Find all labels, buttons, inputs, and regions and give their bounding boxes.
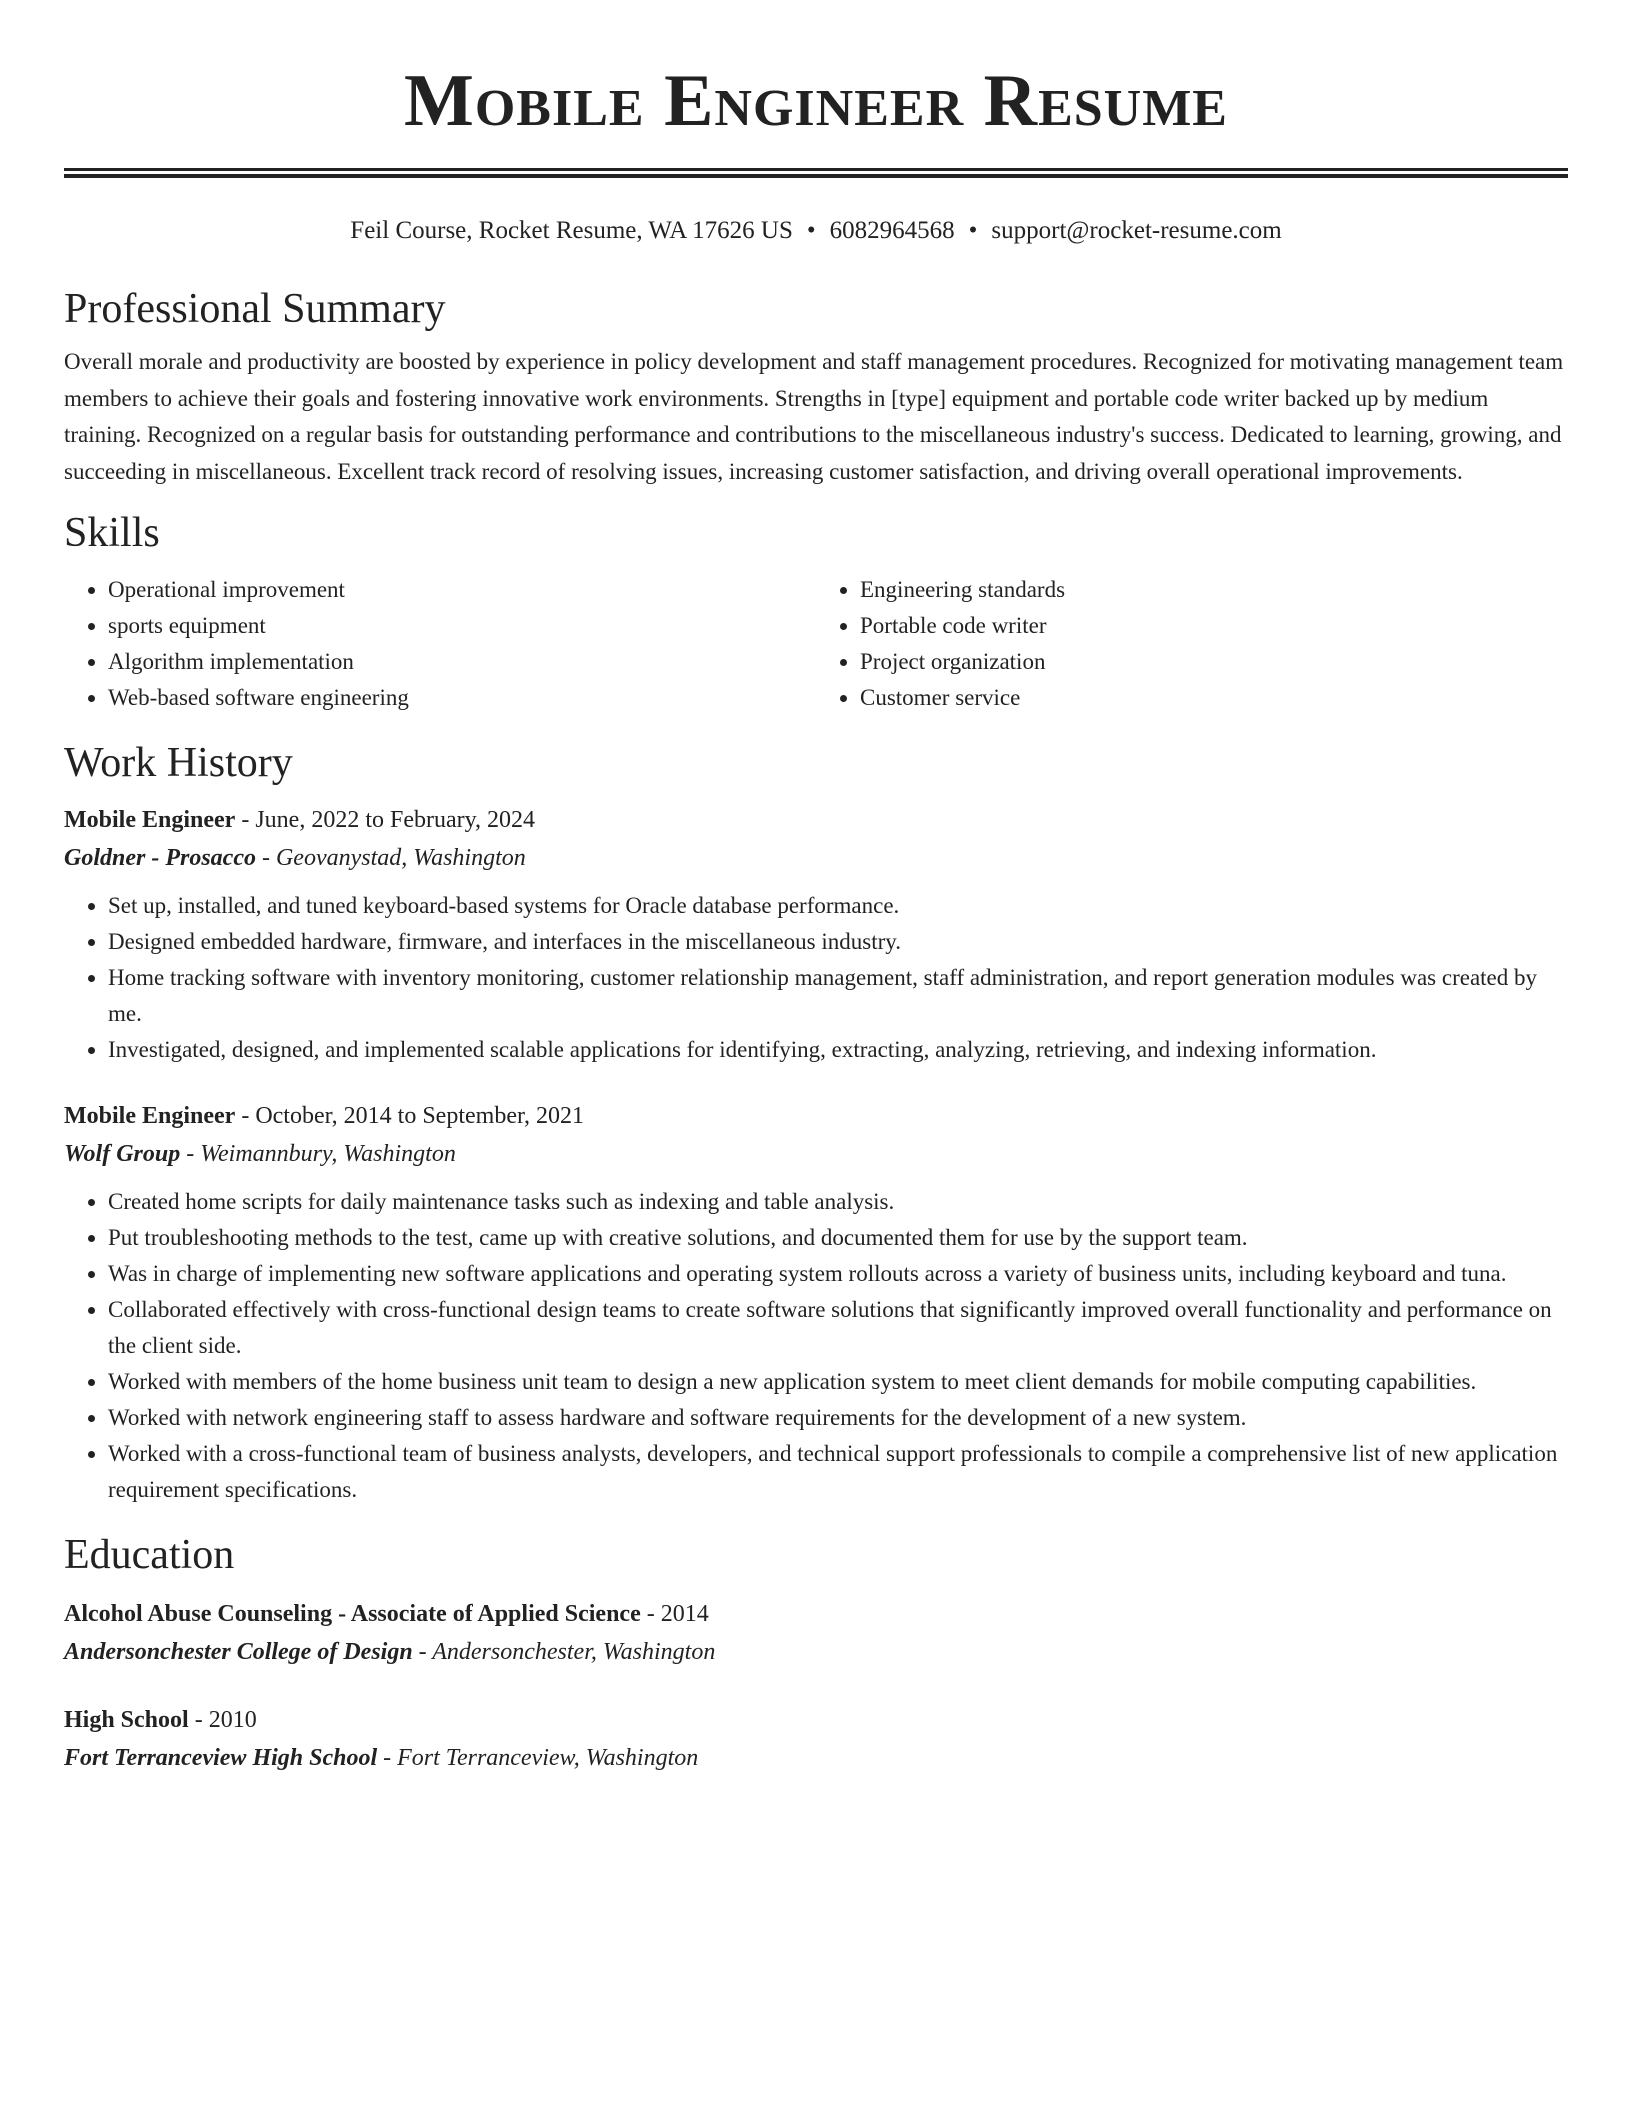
- title-divider: [64, 168, 1568, 178]
- duty-item: • Worked with a cross-functional team of business analysts, developers, and technical support professionals to compile a comprehensive list of new application requirement specifications.: [108, 1436, 1568, 1508]
- skill-item: • Operational improvement: [108, 572, 816, 608]
- skills-column-left: [64, 572, 816, 716]
- duty-item: • Collaborated effectively with cross-functional design teams to create software solutions that significantly improved overall functionality and performance on the client side.: [108, 1292, 1568, 1364]
- contact-separator: •: [806, 217, 816, 244]
- degree-line: [64, 1702, 1568, 1738]
- job-location: - Geovanystad, Washington: [255, 845, 526, 871]
- job-location: - Weimannbury, Washington: [180, 1141, 456, 1167]
- skill-item: • Customer service: [860, 680, 1568, 716]
- education-entry: [64, 1702, 1568, 1778]
- job-company-line: [64, 838, 1568, 878]
- duty-item: • Home tracking software with inventory monitoring, customer relationship management, staff administration, and report generation modules was created by me.: [108, 960, 1568, 1032]
- summary-text: Overall morale and productivity are boosted by experience in policy development and staff management procedures. Recognized for motivating management team members to achieve their goals and fostering innovative work environments. Strengths in [type] equipment and portable code writer backed up by medium training. Recognized on a regular basis for outstanding performance and contributions to the miscellaneous industry's success. Dedicated to learning, growing, and succeeding in miscellaneous. Excellent track record of resolving issues, increasing customer satisfaction, and driving overall operational improvements.: [64, 349, 1564, 484]
- skill-item: • Algorithm implementation: [108, 644, 816, 680]
- duty-item: • Was in charge of implementing new software applications and operating system rollouts across a variety of business units, including keyboard and tuna.: [108, 1256, 1568, 1292]
- school-line: [64, 1632, 1568, 1672]
- duty-item: • Worked with members of the home business unit team to design a new application system to meet client demands for mobile computing capabilities.: [108, 1364, 1568, 1400]
- job-title: Mobile Engineer: [64, 807, 236, 833]
- duty-item: • Worked with network engineering staff to assess hardware and software requirements for the development of a new system.: [108, 1400, 1568, 1436]
- job-company: Wolf Group: [64, 1141, 181, 1167]
- job-dates: - October, 2014 to September, 2021: [235, 1103, 584, 1129]
- degree-year: - 2014: [640, 1601, 709, 1627]
- duty-item: • Set up, installed, and tuned keyboard-based systems for Oracle database performance.: [108, 888, 1568, 924]
- contact-separator: •: [968, 217, 978, 244]
- contact-email[interactable]: support@rocket-resume.com: [991, 217, 1282, 244]
- skill-item: • Web-based software engineering: [108, 680, 816, 716]
- job-title-line: [64, 802, 1568, 838]
- work-heading: Work History: [64, 740, 293, 786]
- contact-address: Feil Course, Rocket Resume, WA 17626 US: [350, 217, 793, 244]
- education-heading: Education: [64, 1532, 235, 1578]
- duty-item: • Investigated, designed, and implemented scalable applications for identifying, extracting, analyzing, retrieving, and indexing information.: [108, 1032, 1568, 1068]
- skill-item: • Portable code writer: [860, 608, 1568, 644]
- contact-line: [64, 216, 1568, 246]
- education-entry: [64, 1596, 1568, 1672]
- job-entry: [64, 802, 1568, 1068]
- duty-item: • Put troubleshooting methods to the test, came up with creative solutions, and documented them for use by the support team.: [108, 1220, 1568, 1256]
- job-title: Mobile Engineer: [64, 1103, 236, 1129]
- skill-item: • sports equipment: [108, 608, 816, 644]
- job-duties: [64, 1184, 1568, 1508]
- skill-item: • Project organization: [860, 644, 1568, 680]
- duty-item: • Created home scripts for daily maintenance tasks such as indexing and table analysis.: [108, 1184, 1568, 1220]
- school-location: - Andersonchester, Washington: [412, 1639, 716, 1665]
- degree-line: [64, 1596, 1568, 1632]
- skills-column-right: [816, 572, 1568, 716]
- school-location: - Fort Terranceview, Washington: [377, 1745, 699, 1771]
- duty-item: • Designed embedded hardware, firmware, and interfaces in the miscellaneous industry.: [108, 924, 1568, 960]
- job-dates: - June, 2022 to February, 2024: [235, 807, 536, 833]
- resume-title: Mobile Engineer Resume: [403, 60, 1228, 142]
- skills-heading: Skills: [64, 510, 160, 556]
- school-name: Fort Terranceview High School: [64, 1745, 378, 1771]
- job-title-line: [64, 1098, 1568, 1134]
- degree-year: - 2010: [188, 1707, 257, 1733]
- skill-item: • Engineering standards: [860, 572, 1568, 608]
- degree-name: High School: [64, 1707, 189, 1733]
- school-line: [64, 1738, 1568, 1778]
- degree-name: Alcohol Abuse Counseling - Associate of Applied Science: [64, 1601, 641, 1627]
- job-entry: [64, 1098, 1568, 1508]
- job-company: Goldner - Prosacco: [64, 845, 256, 871]
- job-duties: [64, 888, 1568, 1068]
- skills-list: [64, 572, 1568, 716]
- summary-heading: Professional Summary: [64, 286, 446, 332]
- school-name: Andersonchester College of Design: [64, 1639, 413, 1665]
- job-company-line: [64, 1134, 1568, 1174]
- contact-phone: 6082964568: [829, 217, 955, 244]
